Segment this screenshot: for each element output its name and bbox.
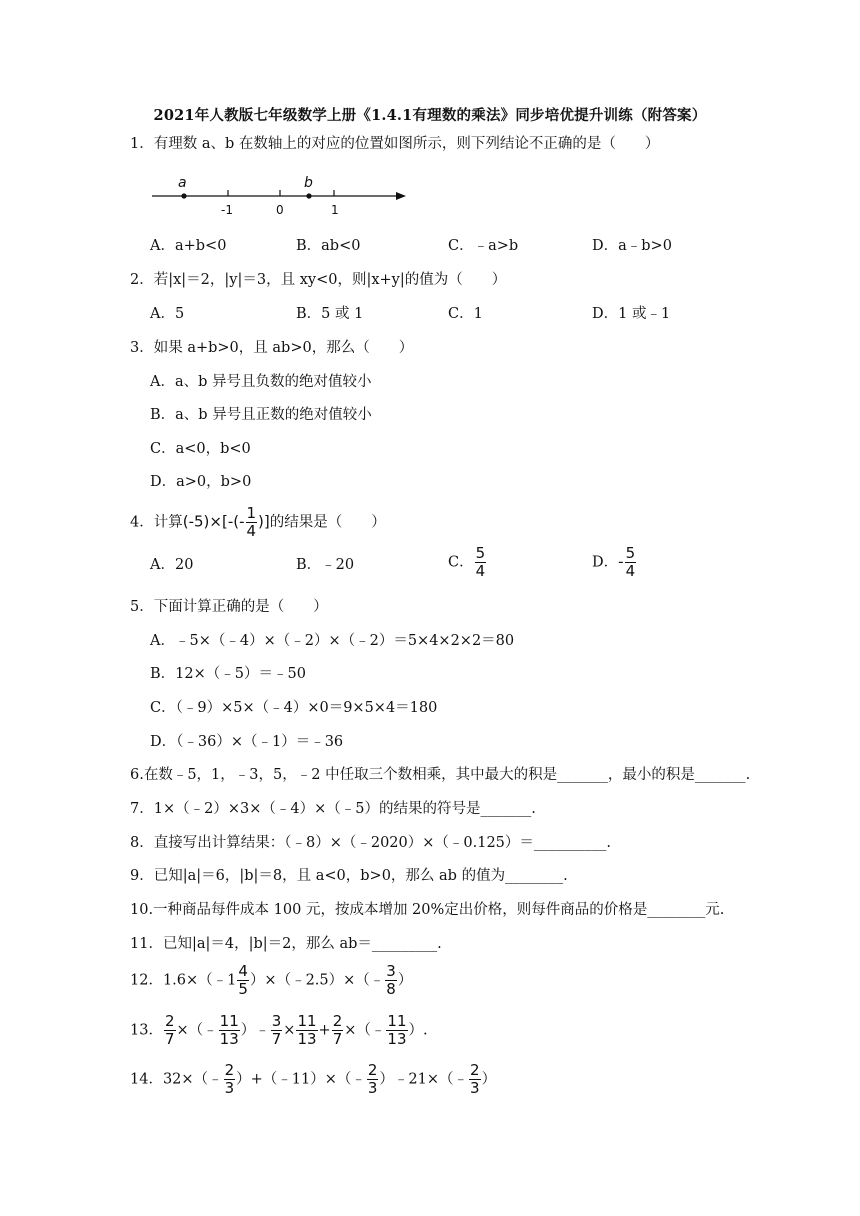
q2-option-b: B．5 或 1 [296,306,364,322]
point-b [306,193,311,198]
q3-option-a: A．a、b 异号且负数的绝对值较小 [150,374,372,390]
question-11: 11．已知|a|＝4，|b|＝2，那么 ab＝_________. [130,936,442,952]
q2-option-a: A．5 [150,306,185,322]
q14-fraction-2: $\frac{2}{3}$ [367,1061,378,1097]
q4-prefix: 4．计算 [130,514,183,531]
q4-option-a: A．20 [150,557,194,573]
q13-fraction-2: $\frac{11}{13}$ [219,1012,239,1048]
number-line-arrow [396,192,406,200]
question-4-stem [130,506,386,539]
q5-option-b: B．12×（﹣5）＝﹣50 [150,666,306,682]
q4-option-b: B．﹣20 [296,557,355,573]
q12-fraction-2: $\frac{3}{8}$ [386,962,396,998]
question-6: 6.在数﹣5，1，﹣3，5，﹣2 中任取三个数相乘，其中最大的积是_______，最小的积是_______. [130,767,751,783]
q4-expr-right: )] [258,512,270,531]
q4-option-d: D．- $\frac{5}{4}$ [592,544,636,580]
q3-option-c: C．a<0，b<0 [150,441,251,457]
q3-option-b: B．a、b 异号且正数的绝对值较小 [150,407,372,423]
q13-fraction-4: $\frac{11}{13}$ [297,1012,317,1048]
question-14: 14．32×（﹣ $\frac{2}{3}$ ）+（﹣11）×（﹣ $\frac{2}{3}$ ）﹣21×（﹣ $\frac{2}{3}$ ） [130,1061,497,1097]
question-8: 8．直接写出计算结果：（﹣8）×（﹣2020）×（﹣0.125）＝__________. [130,835,612,851]
q4-suffix: 的结果是（ ） [269,514,386,531]
q14-fraction-1: $\frac{2}{3}$ [224,1061,235,1097]
q3-option-d: D．a>0，b>0 [150,474,252,490]
q4-option-c-fraction: $\frac{5}{4}$ [475,544,486,580]
label-minus-1: -1 [221,203,233,217]
label-b: b [304,175,313,191]
question-7: 7．1×（﹣2）×3×（﹣4）×（﹣5）的结果的符号是_______. [130,801,536,817]
document-title: 2021年人教版七年级数学上册《1.4.1有理数的乘法》同步培优提升训练（附答案） [153,107,707,124]
q5-option-c: C．（﹣9）×5×（﹣4）×0＝9×5×4＝180 [150,700,438,716]
q5-option-a: A．﹣5×（﹣4）×（﹣2）×（﹣2）＝5×4×2×2＝80 [150,633,515,649]
q1-option-c: C．﹣a>b [448,238,519,254]
point-a [181,193,186,198]
q4-option-d-fraction: $\frac{5}{4}$ [625,544,636,580]
question-12: 12．1.6×（﹣1 $\frac{4}{5}$ ）×（﹣2.5）×（﹣ $\frac{3}{8}$ ） [130,962,413,998]
q1-option-a: A．a+b<0 [150,238,227,254]
question-10: 10.一种商品每件成本 100 元，按成本增加 20%定出价格，则每件商品的价格是________元. [130,902,725,918]
question-2-stem: 2．若|x|＝2，|y|＝3，且 xy<0，则|x+y|的值为（ ） [130,272,507,288]
label-a: a [178,175,187,191]
q13-fraction-3: $\frac{3}{7}$ [271,1012,282,1048]
q2-option-c: C．1 [448,306,483,322]
q5-option-d: D．（﹣36）×（﹣1）＝﹣36 [150,734,344,750]
q4-expr-left: (-5)×[-(- [182,512,245,531]
q2-option-d: D．1 或﹣1 [592,306,671,322]
q4-option-c: C． $\frac{5}{4}$ [448,544,486,580]
question-3-stem: 3．如果 a+b>0，且 ab>0，那么（ ） [130,340,414,356]
question-1-stem: 1．有理数 a、b 在数轴上的对应的位置如图所示，则下列结论不正确的是（ ） [130,136,660,152]
question-9: 9．已知|a|＝6，|b|＝8，且 a<0，b>0，那么 ab 的值为________. [130,868,568,884]
number-line-figure [150,170,410,220]
q4-fraction: $\frac{1}{4}$ [246,504,257,540]
q14-fraction-3: $\frac{2}{3}$ [470,1061,480,1097]
label-1: 1 [331,203,339,217]
question-5-stem: 5．下面计算正确的是（ ） [130,599,328,615]
q13-fraction-6: $\frac{11}{13}$ [387,1012,407,1048]
q1-option-d: D．a﹣b>0 [592,238,672,254]
q12-fraction-1: $\frac{4}{5}$ [238,962,248,998]
question-13: 13． $\frac{2}{7}$ ×（﹣ $\frac{11}{13}$ ）﹣ $\frac{3}{7}$ × $\frac{11}{13}$ + $\frac{2}{7}$ ×（﹣ $\frac{11}{13}$ ）. [130,1012,428,1048]
q13-fraction-1: $\frac{2}{7}$ [164,1012,175,1048]
label-0: 0 [276,203,284,217]
q1-option-b: B．ab<0 [296,238,361,254]
q13-fraction-5: $\frac{2}{7}$ [332,1012,343,1048]
